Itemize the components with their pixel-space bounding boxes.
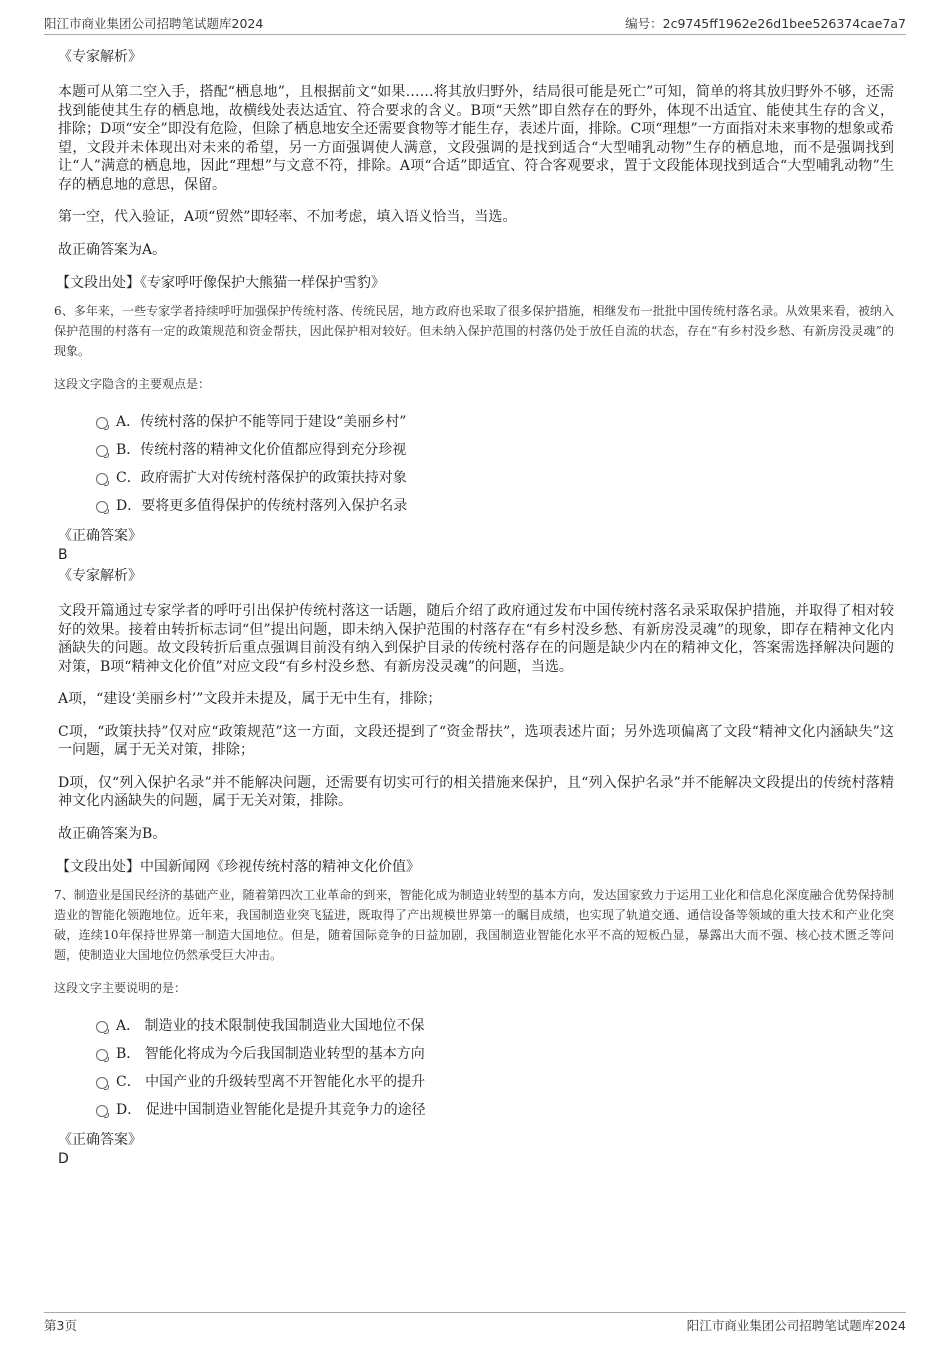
footer-title: 阳江市商业集团公司招聘笔试题库2024 — [686, 1318, 906, 1333]
q5-source: 【文段出处】《专家呼吁像保护大熊猫一样保护雪豹》 — [56, 275, 385, 291]
radio-icon[interactable] — [96, 417, 108, 429]
radio-icon[interactable] — [96, 1049, 108, 1061]
q6-analysis-paragraph: C项，“政策扶持”仅对应“政策规范”这一方面，文段还提到了“资金帮扶”，选项表述片面；另外选项偏离了文段“精神文化内涵缺失”这一问题，属于无关对策，排除； — [58, 723, 894, 758]
q7-option-c[interactable] — [58, 1068, 894, 1096]
q6-question-text: 6、多年来，一些专家学者持续呼吁加强保护传统村落、传统民居，地方政府也采取了很多保护措施，相继发布一批批中国传统村落名录。从效果来看，被纳入保护范围的村落有一定的政策规范和资金帮扶，因此保护相对较好。但未纳入保护范围的村落仍处于放任自流的状态，存在“有乡村没乡愁、有新房没灵魂”的现象。 — [54, 304, 894, 358]
option-label: C．政府需扩大对传统村落保护的政策扶持对象 — [116, 470, 407, 486]
q5-answer-statement: 故正确答案为A。 — [58, 241, 167, 258]
q5-analysis-label: 《专家解析》 — [58, 49, 142, 65]
page-footer — [44, 1312, 906, 1333]
q6-question-prompt: 这段文字隐含的主要观点是： — [54, 377, 211, 391]
q6-analysis-label: 《专家解析》 — [58, 568, 142, 584]
option-label: D． 促进中国制造业智能化是提升其竞争力的途径 — [116, 1102, 426, 1118]
option-label: C． 中国产业的升级转型离不开智能化水平的提升 — [116, 1074, 426, 1090]
q7-option-a[interactable] — [58, 1012, 894, 1040]
option-label: B．传统村落的精神文化价值都应得到充分珍视 — [116, 442, 407, 458]
option-label: B． 智能化将成为今后我国制造业转型的基本方向 — [116, 1046, 425, 1062]
header-title: 阳江市商业集团公司招聘笔试题库2024 — [44, 16, 264, 31]
option-label: D．要将更多值得保护的传统村落列入保护名录 — [116, 498, 408, 514]
q7-option-b[interactable] — [58, 1040, 894, 1068]
q6-analysis-paragraph: A项，“建设‘美丽乡村’”文段并未提及，属于无中生有，排除； — [58, 691, 442, 707]
radio-icon[interactable] — [96, 501, 108, 513]
radio-icon[interactable] — [96, 445, 108, 457]
q6-source: 【文段出处】中国新闻网《珍视传统村落的精神文化价值》 — [56, 859, 420, 875]
radio-icon[interactable] — [96, 1021, 108, 1033]
q6-option-a[interactable] — [58, 408, 894, 436]
q6-analysis-paragraph: D项，仅“列入保护名录”并不能解决问题，还需要有切实可行的相关措施来保护，且“列入保护名录”并不能解决文段提出的传统村落精神文化内涵缺失的问题，属于无关对策，排除。 — [58, 774, 894, 809]
q7-answer: D — [58, 1151, 69, 1167]
q7-answer-label: 《正确答案》 — [58, 1132, 142, 1148]
q7-question-prompt: 这段文字主要说明的是： — [54, 981, 187, 995]
q6-answer-statement: 故正确答案为B。 — [58, 825, 167, 842]
q6-options — [58, 408, 894, 520]
radio-icon[interactable] — [96, 1077, 108, 1089]
page-number: 第3页 — [44, 1318, 77, 1333]
radio-icon[interactable] — [96, 473, 108, 485]
header-doc-id: 编号：2c9745ff1962e26d1bee526374cae7a7 — [625, 16, 906, 31]
q7-option-d[interactable] — [58, 1096, 894, 1124]
page-header — [44, 12, 906, 35]
q5-analysis-paragraph: 第一空，代入验证，A项“贸然”即轻率、不加考虑，填入语义恰当，当选。 — [58, 209, 517, 225]
q5-analysis-paragraph: 本题可从第二空入手，搭配“栖息地”，且根据前文“如果……将其放归野外，结局很可能是死亡”可知，简单的将其放归野外不够，还需找到能使其生存的栖息地，故横线处表达适宜、符合要求的含义。B项“天然”即自然存在的野外，体现不出适宜、能使其生存的含义，排除；D项“安全”即没有危险，但除了栖息地安全还需要食物等才能生存，表述片面，排除。C项“理想”一方面指对未来事物的想象或希望，文段并未体现出对未来的希望，另一方面强调使人满意，文段强调的是找到适合“大型哺乳动物”生存的栖息地，而不是强调找到让“人”满意的栖息地，因此“理想”与文意不符，排除。A项“合适”即适宜、符合客观要求，置于文段能体现找到适合“大型哺乳动物”生存的栖息地的意思，保留。 — [58, 84, 894, 193]
q6-option-d[interactable] — [58, 492, 894, 520]
page-content — [54, 44, 894, 1168]
radio-icon[interactable] — [96, 1105, 108, 1117]
q6-option-c[interactable] — [58, 464, 894, 492]
option-label: A．传统村落的保护不能等同于建设“美丽乡村” — [116, 414, 407, 430]
q6-analysis-paragraph: 文段开篇通过专家学者的呼吁引出保护传统村落这一话题，随后介绍了政府通过发布中国传统村落名录采取保护措施，并取得了相对较好的效果。接着由转折标志词“但”提出问题，即未纳入保护范围的村落存在“有乡村没乡愁、有新房没灵魂”的现象，即存在精神文化内涵缺失的问题。故文段转折后重点强调目前没有纳入到保护目录的传统村落存在的问题是缺少内在的精神文化，答案需选择解决问题的对策，B项“精神文化价值”对应文段“有乡村没乡愁、有新房没灵魂”的问题，当选。 — [58, 603, 894, 675]
q6-option-b[interactable] — [58, 436, 894, 464]
q7-question-text: 7、制造业是国民经济的基础产业，随着第四次工业革命的到来，智能化成为制造业转型的基本方向，发达国家致力于运用工业化和信息化深度融合优势保持制造业的智能化领跑地位。近年来，我国制造业突飞猛进，既取得了产出规模世界第一的瞩目成绩，也实现了轨道交通、通信设备等领域的重大技术和产业化突破，连续10年保持世界第一制造大国地位。但是，随着国际竞争的日益加剧，我国制造业智能化水平不高的短板凸显，暴露出大而不强、核心技术匮乏等问题，使制造业大国地位仍然承受巨大冲击。 — [54, 888, 894, 962]
q6-answer: B — [58, 547, 68, 563]
q6-answer-label: 《正确答案》 — [58, 528, 142, 544]
q7-options — [58, 1012, 894, 1124]
option-label: A． 制造业的技术限制使我国制造业大国地位不保 — [116, 1018, 425, 1034]
